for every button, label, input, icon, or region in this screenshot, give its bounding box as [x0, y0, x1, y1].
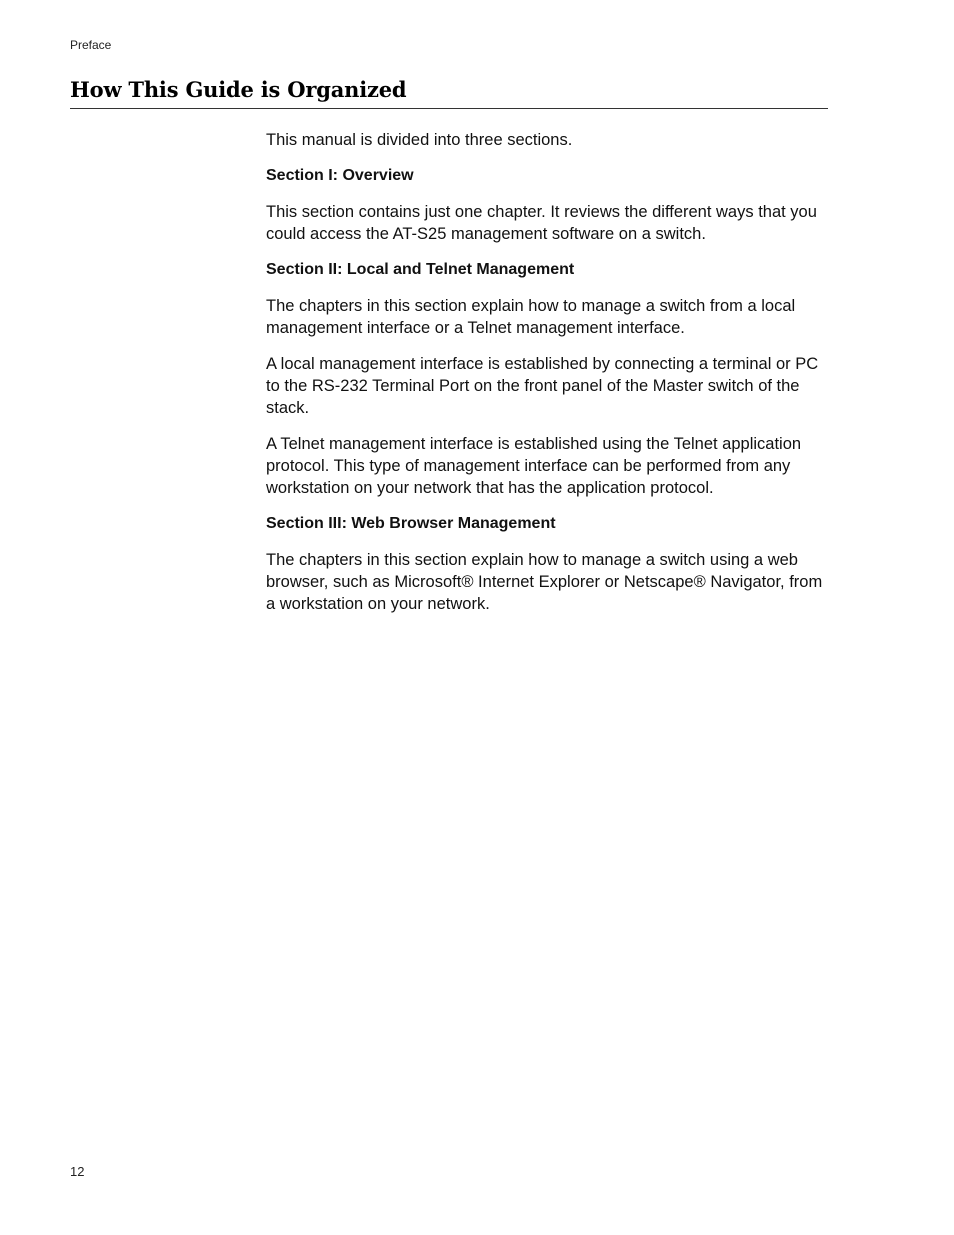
- section-heading-block: [70, 76, 828, 109]
- section-2-paragraph-2: A local management interface is established by connecting a terminal or PC to the RS-232 Terminal Port on the front panel of the Master switch of the stack.: [266, 355, 819, 417]
- intro-paragraph: This manual is divided into three sections.: [266, 131, 573, 149]
- section-3-title: Section III: Web Browser Management: [266, 515, 556, 532]
- page-title: How This Guide is Organized: [70, 77, 407, 102]
- section-2-paragraph-1: The chapters in this section explain how to manage a switch from a local management interface or a Telnet management interface.: [266, 297, 796, 337]
- section-2-paragraph-3: A Telnet management interface is established using the Telnet application protocol. This type of management interface can be performed from any workstation on your network that has the application protocol.: [266, 435, 802, 497]
- running-header: Preface: [70, 38, 112, 52]
- section-3-paragraph-1: The chapters in this section explain how to manage a switch using a web browser, such as Microsoft® Internet Explorer or Netscape® Navigator, from a workstation on your network.: [266, 551, 823, 613]
- section-1-paragraph-1: This section contains just one chapter. It reviews the different ways that you could access the AT-S25 management software on a switch.: [266, 203, 817, 243]
- section-2-title: Section II: Local and Telnet Management: [266, 261, 575, 278]
- section-1-title: Section I: Overview: [266, 167, 414, 184]
- body-column: [266, 129, 828, 629]
- page-number: 12: [70, 1164, 85, 1179]
